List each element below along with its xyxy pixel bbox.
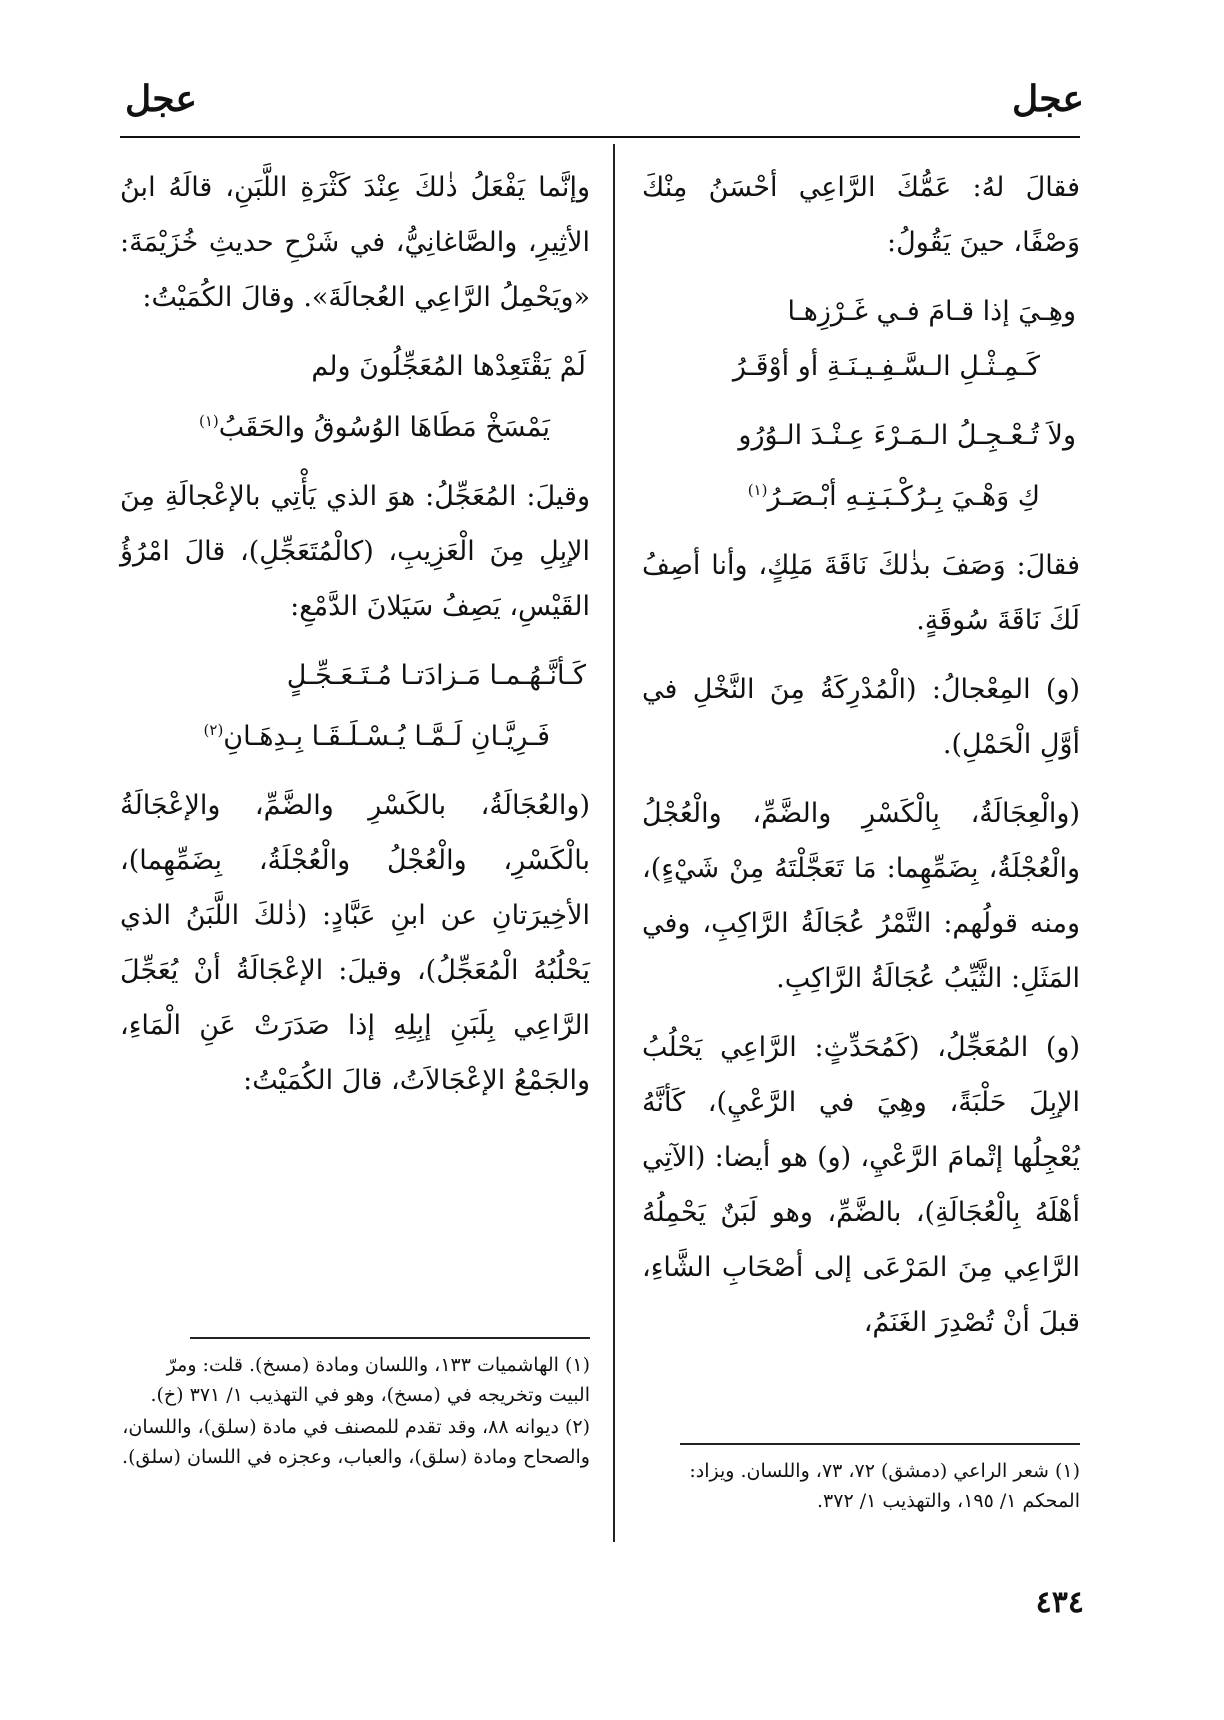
verse-text: فَـرِيَّـانِ لَـمَّـا يُـسْـلَـقَـا بِـدِهَـانِ (223, 721, 550, 752)
right-paragraph-4: (والْعِجَالَةُ، بِالْكَسْرِ والضَّمِّ، والْعُجْلُ والْعُجْلَةُ، بِضَمِّهِما: مَا تَعَجَّلْتَهُ مِنْ شَيْءٍ)، ومنه قولُهم: التَّمْرُ عُجَالَةُ الرَّاكِبِ، وفي المَثَلِ: الثَّيِّبُ عُجَالَةُ الرَّاكِبِ. (642, 798, 1080, 994)
footnote-rule-right (680, 1443, 1080, 1445)
footnote: (٢) ديوانه ٨٨، وقد تقدم للمصنف في مادة (سلق)، واللسان، والصحاح ومادة (سلق)، والعباب، وعجزه في اللسان (سلق). (122, 1416, 590, 1468)
footnotes-right (642, 1456, 1080, 1518)
verse-line (120, 394, 590, 455)
verse-line (120, 703, 590, 764)
left-paragraph-2: وقيلَ: المُعَجِّلُ: هوَ الذي يَأْتِي بالإعْجالَةِ مِنَ الإبِلِ مِنَ الْعَزِيبِ، (كالْمُتَعَجِّلِ)، قالَ امْرُؤُ القَيْسِ، يَصِفُ سَيَلانَ الدَّمْعِ: (120, 481, 590, 622)
verse-line: ولاَ تُـعْـجِـلُ الـمَـرْءَ عِـنْـدَ الـوُرُو (738, 420, 1076, 451)
footnote: (١) شعر الراعي (دمشق) ٧٢، ٧٣، واللسان. ويزاد: المحكم ١/ ١٩٥، والتهذيب ١/ ٣٧٢. (689, 1460, 1080, 1512)
right-paragraph-5: (و) المُعَجِّلُ، (كَمُحَدِّثٍ: الرَّاعِي يَحْلُبُ الإبِلَ حَلْبَةً، وهِيَ في الرَّعْيِ)، كَأنَّهُ يُعْجِلُها إتْمامَ الرَّعْيِ، (و) هو أيضا: (الآتِي أهْلَهُ بِالْعُجَالَةِ)، بالضَّمِّ، وهو لَبَنٌ يَحْمِلُهُ الرَّاعِي مِنَ المَرْعَى إلى أصْحَابِ الشَّاءِ، قبلَ أنْ تُصْدِرَ الغَنَمُ، (642, 1032, 1080, 1338)
footnote-rule-left (190, 1337, 590, 1339)
left-paragraph-1: وإنَّما يَفْعَلُ ذٰلكَ عِنْدَ كَثْرَةِ اللَّبَنِ، قالَهُ ابنُ الأثِيرِ، والصَّاغانِيُّ، في شَرْحِ حديثِ خُزَيْمَةَ: «ويَحْمِلُ الرَّاعِي العُجالَةَ». وقالَ الكُمَيْتُ: (120, 172, 590, 313)
right-column (642, 160, 1080, 1364)
footnote-marker: (١) (198, 412, 219, 430)
right-paragraph-3: (و) المِعْجالُ: (الْمُدْرِكَةُ مِنَ النَّخْلِ في أوَّلِ الْحَمْلِ). (642, 674, 1080, 760)
verse-line: لَمْ يَقْتَعِدْها المُعَجِّلُونَ ولم (311, 351, 586, 382)
left-paragraph-3: (والعُجَالَةُ، بالكَسْرِ والضَّمِّ، والإعْجَالَةُ بالْكَسْرِ، والْعُجْلُ والْعُجْلَةُ، بِضَمِّهِما)، الأخِيرَتانِ عن ابنِ عَبَّادٍ: (ذٰلكَ اللَّبَنُ الذي يَحْلُبُهُ الْمُعَجِّلُ)، وقيلَ: الإعْجَالَةُ أنْ يُعَجِّلَ الرَّاعِي بِلَبَنِ إبِلِهِ إذا صَدَرَتْ عَنِ الْمَاءِ، والجَمْعُ الإعْجَالاَتُ، قالَ الكُمَيْتُ: (120, 790, 590, 1096)
footnote-marker: (٢) (203, 721, 224, 739)
right-verse-1 (642, 284, 1080, 394)
verse-line: وهِـيَ إذا قـامَ فـي غَـرْزِهـا (787, 296, 1076, 327)
verse-text: كِ وَهْـيَ بِـرُكْـبَـتِـهِ أبْـصَـرُ (767, 481, 1040, 512)
verse-line (642, 463, 1080, 524)
footnote: (١) الهاشميات ١٣٣، واللسان ومادة (مسخ). قلت: ومرّ البيت وتخريجه في (مسخ)، وهو في التهذيب ١/ ٣٧١ (خ). (150, 1354, 590, 1406)
right-paragraph-1: فقالَ لهُ: عَمُّكَ الرَّاعِي أحْسَنُ مِنْكَ وَصْفًا، حينَ يَقُولُ: (642, 172, 1080, 258)
verse-line: كَـمِـثْـلِ الـسَّـفِـيـنَـةِ أو أوْقَـرُ (732, 351, 1040, 382)
running-head-right: عجل (1012, 78, 1084, 120)
running-head-left: عجل (125, 78, 197, 120)
verse-text: يَمْسَخْ مَطَاهَا الوُسُوقُ والحَقَبُ (218, 412, 550, 443)
right-verse-2 (642, 408, 1080, 524)
right-paragraph-2: فقالَ: وَصَفَ بذٰلكَ نَاقَةَ مَلِكٍ، وأنا أصِفُ لَكَ نَاقَةَ سُوقَةٍ. (642, 550, 1080, 636)
verse-line: كَـأنَّـهُـمـا مَـزادَتـا مُـتَـعَـجِّـلٍ (286, 660, 586, 691)
left-verse-2 (120, 648, 590, 764)
left-column (120, 160, 590, 1122)
page-number: ٤٣٤ (1035, 1585, 1084, 1620)
header-rule (120, 136, 1080, 138)
footnotes-left (120, 1350, 590, 1474)
left-verse-1 (120, 339, 590, 455)
footnote-marker: (١) (747, 481, 768, 499)
column-divider (613, 144, 615, 1542)
